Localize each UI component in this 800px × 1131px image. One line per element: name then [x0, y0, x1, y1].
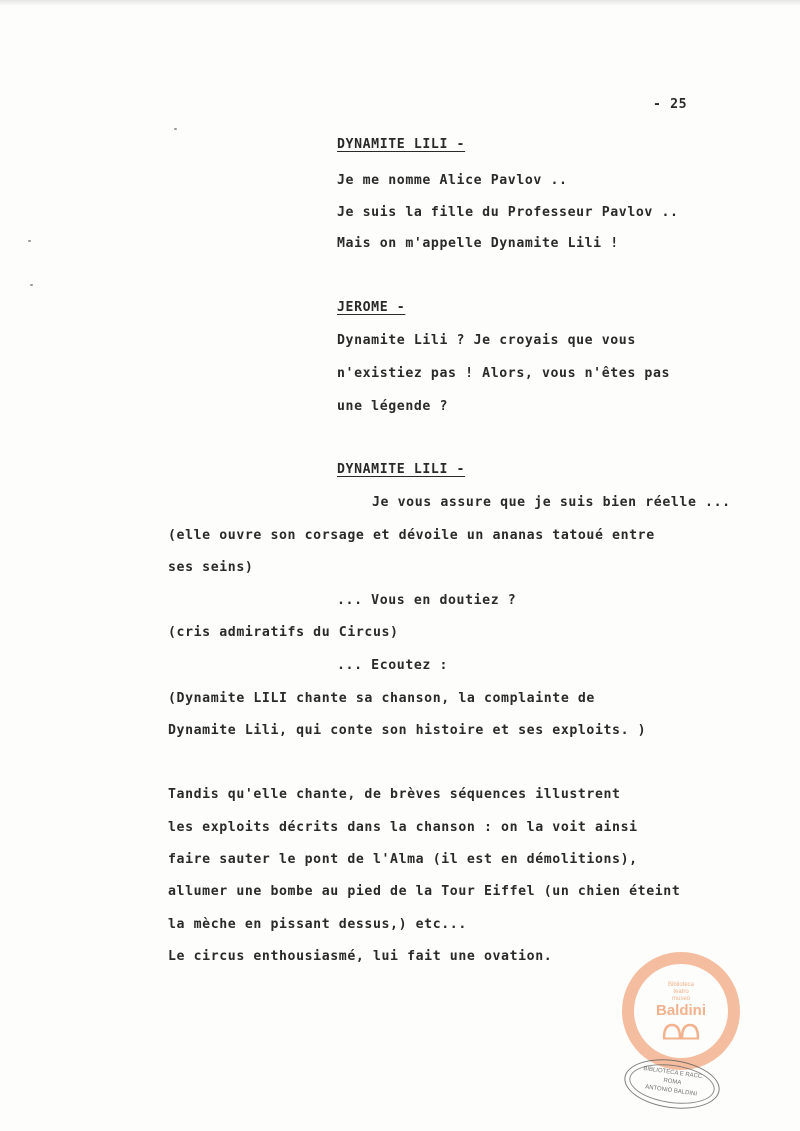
logo-name: Baldini	[655, 1002, 706, 1019]
speaker-dynamite-lili: DYNAMITE LILI -	[337, 137, 466, 152]
dialogue-line: Dynamite Lili ? Je croyais que vous	[337, 333, 636, 348]
baldini-logo	[622, 952, 740, 1070]
paper-speck	[30, 284, 33, 286]
stage-direction: (elle ouvre son corsage et dévoile un ananas tatoué entre	[168, 528, 655, 543]
stage-direction: (cris admiratifs du Circus)	[168, 625, 399, 640]
speaker-dynamite-lili: DYNAMITE LILI -	[337, 462, 466, 477]
paper-speck	[174, 128, 177, 130]
dialogue-line: Mais on m'appelle Dynamite Lili !	[337, 236, 619, 251]
narration-line: la mèche en pissant dessus,) etc...	[168, 917, 467, 932]
open-book-icon	[662, 1022, 700, 1040]
speaker-jerome: JEROME -	[337, 300, 406, 315]
narration-line: les exploits décrits dans la chanson : on la voit ainsi	[168, 820, 638, 835]
dialogue-line: n'existiez pas ! Alors, vous n'êtes pas	[337, 366, 671, 381]
paper-speck	[28, 240, 31, 242]
logo-inner-circle	[634, 964, 728, 1058]
dialogue-line: ... Vous en doutiez ?	[337, 593, 517, 608]
narration-line: Le circus enthousiasmé, lui fait une ovation.	[168, 949, 553, 964]
stage-direction: (Dynamite LILI chante sa chanson, la complainte de	[168, 691, 595, 706]
stage-direction: Dynamite Lili, qui conte son histoire et ses exploits. )	[168, 723, 647, 738]
dialogue-line: ... Ecoutez :	[337, 658, 449, 673]
dialogue-line: une légende ?	[337, 399, 449, 414]
dialogue-line: Je suis la fille du Professeur Pavlov ..	[337, 205, 679, 220]
narration-line: faire sauter le pont de l'Alma (il est en démolitions),	[168, 852, 638, 867]
stage-direction: ses seins)	[168, 560, 254, 575]
dialogue-line: Je me nomme Alice Pavlov ..	[337, 173, 568, 188]
stamp-text: BIBLIOTECA E RACC. ROMA ANTONIO BALDINI	[642, 1065, 705, 1098]
narration-line: Tandis qu'elle chante, de brèves séquences illustrent	[168, 787, 621, 802]
page-number: - 25	[653, 97, 688, 112]
narration-line: allumer une bombe au pied de la Tour Eiffel (un chien éteint	[168, 884, 681, 899]
logo-caption: Biblioteca teatro museo	[667, 982, 694, 1002]
page-top-edge	[0, 0, 800, 6]
dialogue-line: Je vous assure que je suis bien réelle ...	[372, 495, 731, 510]
